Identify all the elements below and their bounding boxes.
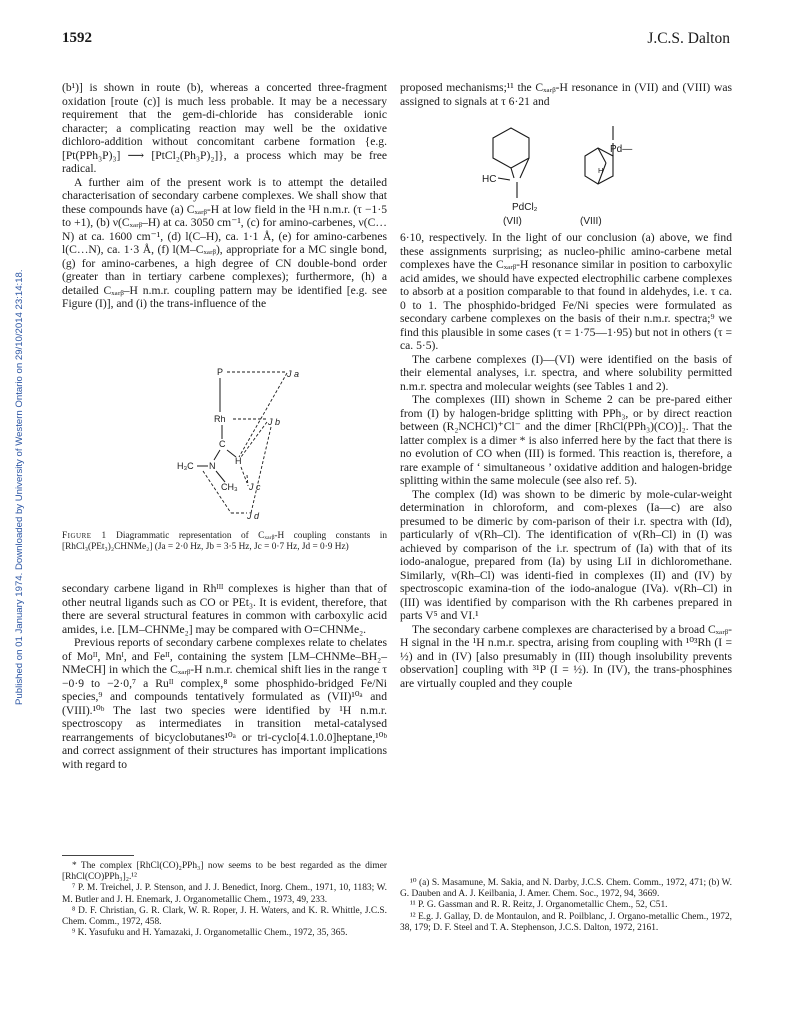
- coupling-label-b: J b: [268, 417, 281, 427]
- methyl-left: H₃C: [177, 461, 194, 471]
- paragraph: The complex (Id) was shown to be dimeric by mole-cular-weight determination in chloroform, and com-plexes (Ia—c) are also presumed to be dimeric by com-parison of their i.r. spectra with (Id), particularly of ν(Rh–Cl). The identification of ν(Rh–Cl) in (I) was achieved by comparison of the i.r. spectrum of (Ia) with that of its iodo-analogue, prepared from (Ia) by using LiI in dichloromethane. Similarly, ν(Rh–Cl) was identi-fied in complexes (II) and (IV) by spectroscopic examina-tion of the iodo-analogue (IVa). ν(Rh–Cl) in (III) was identified by comparison with the Rh carbenes prepared in parts V⁵ and VI.¹: [400, 487, 732, 622]
- coupling-paths: [203, 372, 287, 513]
- footnotes-left: [62, 861, 387, 939]
- download-notice: [2, 185, 25, 705]
- footnote: * The complex [RhCl(CO)₂PPh₃] now seems to be best regarded as the dimer [RhCl(CO)PPh₃]₂.¹²: [62, 861, 387, 883]
- footnote: ¹¹ P. G. Gassman and R. R. Reitz, J. Organometallic Chem., 52, C51.: [410, 900, 668, 911]
- footnote: ¹² E.g. J. Gallay, D. de Montaulon, and R. Poilblanc, J. Organo-metallic Chem., 1972, 38, 179; D. F. Steel and T. A. Stephenson, J.C.S. Dalton, 1972, 2161.: [400, 911, 732, 933]
- paragraph: secondary carbene ligand in Rhᴵᴵᴵ complexes is higher than that of other neutral ligands such as CO or PEt₃. It is evident, therefore, that there are several structural features in common with carboxylic acid amides, i.e. [LM–CHNMe₂] may be compared with O=CHNMe₂.: [62, 582, 387, 636]
- label-pdcl2: PdCl₂: [512, 202, 538, 213]
- page-number: 1592: [62, 30, 92, 46]
- footnote: ⁷ P. M. Treichel, J. P. Stenson, and J. J. Benedict, Inorg. Chem., 1971, 10, 1183; W. M. Butler and J. H. Enemark, J. Organometallic Chem., 1973, 49, 233.: [62, 883, 387, 905]
- label-pd: Pd—: [610, 144, 633, 155]
- footnote-rule: [62, 855, 134, 856]
- methyl-lower: CH₃: [221, 482, 238, 492]
- atom-p: P: [217, 367, 224, 377]
- label-h: H: [598, 166, 604, 175]
- atom-rh: Rh: [214, 414, 226, 424]
- cyclohexane-ring: [493, 128, 529, 168]
- structures-vii-viii: [470, 118, 670, 226]
- label-viii: (VIII): [580, 216, 602, 226]
- figure-caption-label: Figure 1: [62, 531, 107, 541]
- right-column-top: [400, 81, 732, 108]
- footnote: ⁸ D. F. Christian, G. R. Clark, W. R. Roper, J. H. Waters, and K. R. Whittle, J.C.S. Chem. Comm., 1972, 458.: [62, 905, 387, 928]
- left-column-bottom: [62, 582, 387, 771]
- paragraph: (b¹)] is shown in route (b), whereas a concerted three-fragment oxidation [route (c)] is much less probable. It may be a necessary requirement that the gem-di-chloride has considerable ionic character; a complicating reaction may well be the oxidative dichloro-addition without concomitant carbene formation {e.g. [Pt(PPh₃P)₃] ⟶ [PtCl₂(Ph₃P)₂]}, a process which may be free radical.: [62, 81, 387, 175]
- label-vii: (VII): [503, 216, 522, 226]
- paragraph: 6·10, respectively. In the light of our conclusion (a) above, we find these assignments surprising; as nucleo-philic amino-carbene metal complexes have the Cₓₐᵣᵦ-H resonance similar in position to carboxylic acid amides, we should have expected electrophilic carbene complexes to absorb at a position comparable to that found in aldehydes, i.e. τ ca. 0 to 1. The phosphido-bridged Fe/Ni species were formulated as secondary carbene complexes on the basis of their n.m.r. spectra;⁹ we find this plausible in some cases (τ = 1·75—1·95) but not in others (τ = ca. 5·5).: [400, 231, 732, 352]
- coupling-label-c: J c: [249, 482, 261, 492]
- atom-c: C: [219, 439, 226, 449]
- coupling-label-d: J d: [247, 511, 260, 521]
- paragraph: The complexes (III) shown in Scheme 2 can be pre-pared either from (I) by halogen-bridge splitting with PPh₃, or by direct reaction between (R₂NCHCl)⁺Cl⁻ and the dimer [RhCl(PPh₃)(CO)]₂. That the latter complex is a dimer * is also inferred here by the fact that there is no evolution of CO when (III) is formed. This reaction is, therefore, a rare example of ‘ simultaneous ’ oxidative addition and halogen-bridge splitting within the same molecule (see also ref. 5).: [400, 393, 732, 487]
- atom-h: H: [235, 456, 242, 466]
- journal-name: J.C.S. Dalton: [647, 30, 730, 47]
- footnotes-right: [400, 878, 732, 934]
- atom-n: N: [209, 461, 216, 471]
- paragraph: A further aim of the present work is to attempt the detailed characterisation of secondary carbene complexes. We shall show that these compounds have (a) Cₓₐᵣᵦ-H at low field in the ¹H n.m.r. (τ −1·5 to +1), (b) ν(Cₓₐᵣᵦ–H) at ca. 3050 cm⁻¹, (c) for amino-carbenes, ν(C…N) at ca. 1600 cm⁻¹, (d) l(C–H), ca. 1·1 Å, (e) for amino-carbenes l(C…N), ca. 1·3 Å, (f) l(M–Cₓₐᵣᵦ), appropriate for a MC single bond, (g) for amino-carbenes, a high degree of CN double-bond order (greater than in tertiary carbene complexes); furthermore, (h) a detailed Cₓₐᵣᵦ–H n.m.r. coupling pattern may be identified [e.g. see Figure (I)], and (i) the trans-influence of the: [62, 175, 387, 310]
- figure-1-caption: [62, 531, 387, 553]
- figure-bonds: [197, 378, 236, 482]
- download-notice-text[interactable]: Published on 01 January 1974. Downloaded by University of Western Ontario on 29/10/2014 23:14:18.: [14, 269, 25, 705]
- coupling-label-a: J a: [287, 369, 300, 379]
- label-hc: HC: [482, 174, 497, 185]
- paragraph: The secondary carbene complexes are characterised by a broad Cₓₐᵣᵦ-H signal in the ¹H n.m.r. spectra, arising from coupling with ¹⁰³Rh (I = ½) and in (IV) [also presumably in (III) though insolubility prevents observation] coupling with ³¹P (I = ½). In (IV), the trans-phosphines are virtually coupled and they couple: [400, 622, 732, 690]
- paragraph: The carbene complexes (I)—(VI) were identified on the basis of their elemental analyses, i.r. spectra, and where solubility permitted n.m.r. spectra and molecular weights (see Tables 1 and 2).: [400, 352, 732, 393]
- right-column-bottom: [400, 231, 732, 690]
- figure-1-coupling-diagram: [175, 365, 325, 525]
- paragraph: Previous reports of secondary carbene complexes relate to chelates of Moᴵᴵ, Mnᴵ, and Feᴵᴵ, containing the system [LM–CHNMe–BH₂–NMeCH] in which the Cₓₐᵣᵦ-H n.m.r. chemical shift lies in the range τ −0·9 to −2·0,⁷ a Ruᴵᴵ complex,⁸ some phosphido-bridged Fe/Ni species,⁹ and compounds tentatively formulated as (VII)¹⁰ᵃ and (VIII).¹⁰ᵇ The last two species were identified by ¹H n.m.r. spectroscopy as intermediates in transition metal-catalysed rearrangements of bicyclobutanes¹⁰ᵃ or tri-cyclo[4.1.0.0]heptane,¹⁰ᵇ and correct assignment of their structures has important implications with regard to: [62, 636, 387, 771]
- left-column-top: [62, 81, 387, 311]
- footnote: ⁹ K. Yasufuku and H. Yamazaki, J. Organometallic Chem., 1972, 35, 365.: [72, 928, 348, 939]
- paragraph: proposed mechanisms;¹¹ the Cₓₐᵣᵦ-H resonance in (VII) and (VIII) was assigned to signals at τ 6·21 and: [400, 81, 732, 108]
- footnote: ¹⁰ (a) S. Masamune, M. Sakia, and N. Darby, J.C.S. Chem. Comm., 1972, 471; (b) W. G. Dauben and A. J. Keilbania, J. Amer. Chem. Soc., 1972, 94, 3669.: [400, 878, 732, 900]
- figure-caption-text: Diagrammatic representation of Cₓₐᵣᵦ-H coupling constants in [RhCl₃(PEt₃)₂CHNMe₂] (Ja = 2·0 Hz, Jb = 3·5 Hz, Jc = 0·7 Hz, Jd = 0·9 Hz): [62, 531, 387, 552]
